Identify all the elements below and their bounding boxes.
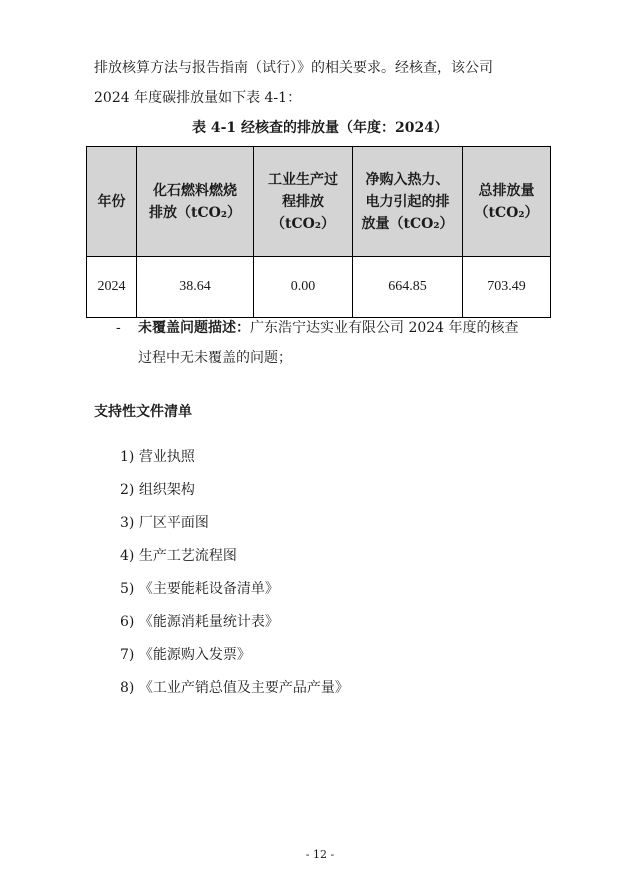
table-row (87, 257, 551, 318)
note-label: 未覆盖问题描述： (138, 320, 250, 336)
header-total-line2: （tCO₂） (474, 204, 539, 221)
list-item: 4) 生产工艺流程图 (120, 548, 237, 564)
header-year (87, 147, 137, 257)
header-industrial-process (254, 147, 353, 257)
table-header-row (87, 147, 551, 257)
cell-industrial-process: 0.00 (254, 257, 353, 318)
header-fossil-fuel-line1: 化石燃料燃烧 (153, 182, 237, 199)
list-item: 7) 《能源购入发票》 (120, 647, 251, 663)
list-item: 6) 《能源消耗量统计表》 (120, 614, 279, 630)
note-line-1 (138, 318, 519, 338)
cell-total: 703.49 (463, 257, 551, 318)
header-purchased-energy (353, 147, 463, 257)
header-purchased-energy-line1: 净购入热力、 (365, 171, 450, 188)
header-purchased-energy-line2: 电力引起的排 (365, 193, 450, 210)
page-number: - 12 - (305, 848, 335, 861)
table-caption: 表 4-1 经核查的排放量（年度：2024） (191, 120, 448, 136)
cell-year: 2024 (87, 257, 137, 318)
paragraph-line-2: 2024 年度碳排放量如下表 4-1： (94, 90, 302, 106)
list-item: 8) 《工业产销总值及主要产品产量》 (120, 680, 349, 696)
header-industrial-process-line3: （tCO₂） (271, 215, 335, 232)
header-industrial-process-line1: 工业生产过 (268, 171, 338, 188)
supporting-documents-list (120, 447, 349, 711)
header-purchased-energy-line3: 放量（tCO₂） (361, 215, 454, 232)
header-industrial-process-line2: 程排放 (282, 193, 324, 210)
header-year-text: 年份 (97, 193, 126, 210)
list-item: 3) 厂区平面图 (120, 515, 209, 531)
list-item: 2) 组织架构 (120, 482, 195, 498)
list-item: 1) 营业执照 (120, 449, 195, 465)
header-fossil-fuel (137, 147, 254, 257)
header-total-line1: 总排放量 (478, 182, 535, 199)
header-fossil-fuel-line2: 排放（tCO₂） (149, 204, 241, 221)
paragraph-line-1: 排放核算方法与报告指南（试行）》的相关要求。经核查，该公司 (94, 60, 493, 76)
cell-fossil-fuel: 38.64 (137, 257, 254, 318)
list-item: 5) 《主要能耗设备清单》 (120, 581, 279, 597)
section-title: 支持性文件清单 (94, 404, 192, 420)
cell-purchased-energy: 664.85 (353, 257, 463, 318)
emissions-table (86, 146, 551, 318)
note-line-2: 过程中无未覆盖的问题； (138, 350, 292, 366)
note-text-1: 广东浩宁达实业有限公司 2024 年度的核查 (250, 320, 519, 336)
header-total (463, 147, 551, 257)
note-dash: - (116, 320, 121, 336)
